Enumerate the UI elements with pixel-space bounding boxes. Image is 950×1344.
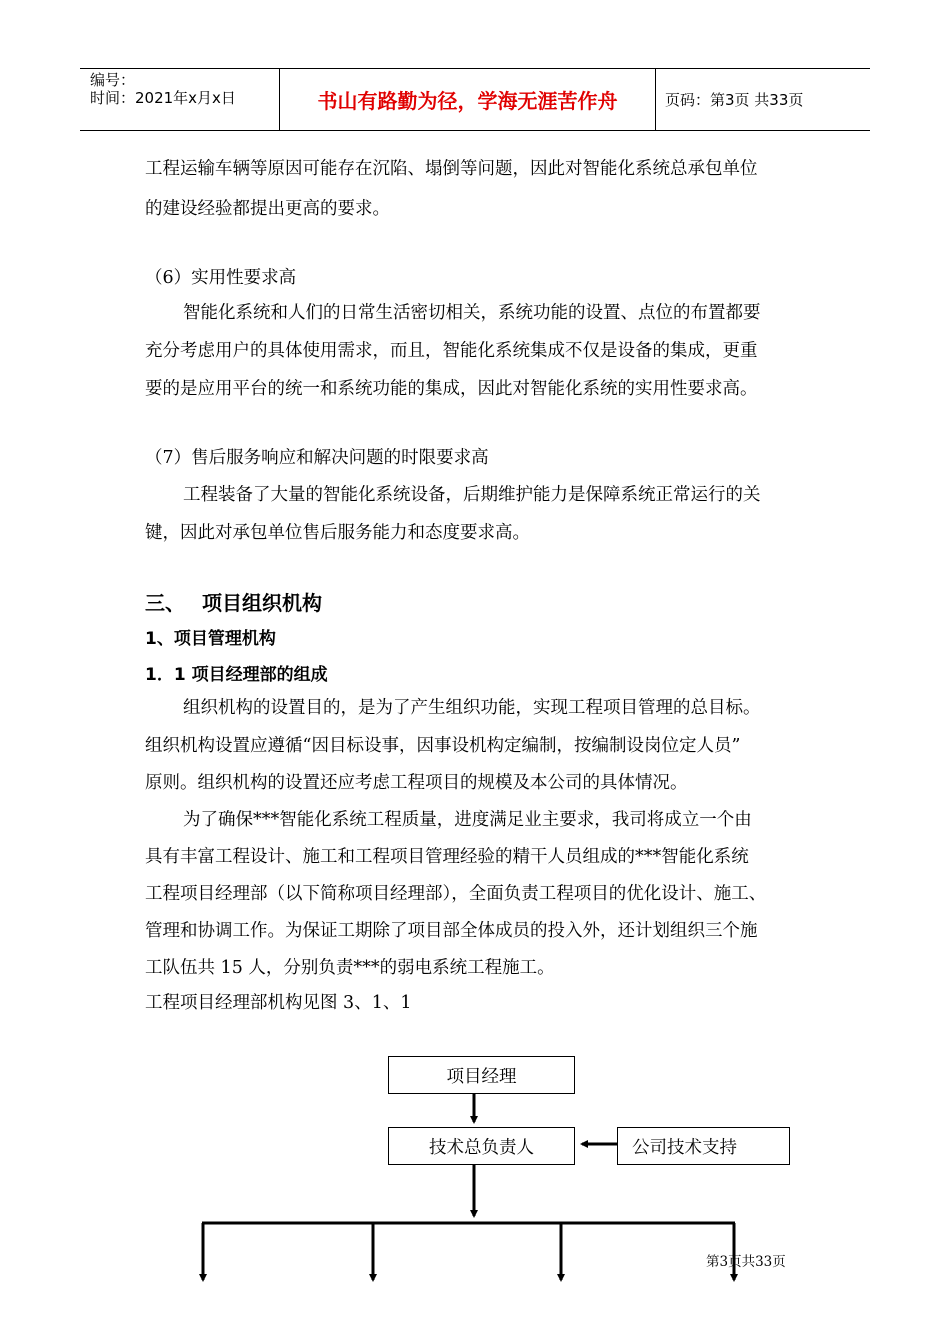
section-7-title: （7）售后服务响应和解决问题的时限要求高 (145, 448, 489, 468)
paragraph-line: 键，因此对承包单位售后服务能力和态度要求高。 (145, 523, 530, 543)
section-6-title: （6）实用性要求高 (145, 268, 297, 288)
paragraph-line: 智能化系统和人们的日常生活密切相关，系统功能的设置、点位的布置都要 (183, 303, 761, 323)
paragraph-line: 工队伍共 15 人，分别负责***的弱电系统工程施工。 (145, 958, 555, 978)
paragraph-line: 的建设经验都提出更高的要求。 (145, 199, 390, 219)
paragraph-line: 原则。组织机构的设置还应考虑工程项目的规模及本公司的具体情况。 (145, 773, 688, 793)
subsection-title: 1．1 项目经理部的组成 (145, 665, 328, 685)
org-box-project-manager: 项目经理 (388, 1056, 575, 1094)
paragraph-line: 充分考虑用户的具体使用需求，而且，智能化系统集成不仅是设备的集成，更重 (145, 341, 758, 361)
header-page-number: 页码：第3页 共33页 (665, 91, 804, 109)
paragraph-line: 管理和协调工作。为保证工期除了项目部全体成员的投入外，还计划组织三个施 (145, 921, 758, 941)
figure-reference: 工程项目经理部机构见图 3、1、1 (145, 993, 412, 1013)
subsection-title: 1、项目管理机构 (145, 629, 276, 649)
header-time: 时间：2021年x月x日 (90, 89, 236, 107)
paragraph-line: 组织机构设置应遵循“因目标设事，因事设机构定编制，按编制设岗位定人员” (145, 736, 741, 756)
footer-page-number: 第3页共33页 (706, 1254, 786, 1270)
header-number: 编号： (90, 71, 136, 89)
section-3-title: 项目组织机构 (202, 591, 322, 615)
paragraph-line: 工程装备了大量的智能化系统设备，后期维护能力是保障系统正常运行的关 (183, 485, 761, 505)
paragraph-line: 工程项目经理部（以下简称项目经理部），全面负责工程项目的优化设计、施工、 (145, 884, 767, 904)
paragraph-line: 为了确保***智能化系统工程质量，进度满足业主要求，我司将成立一个由 (183, 810, 752, 830)
header-motto: 书山有路勤为径，学海无涯苦作舟 (280, 69, 656, 130)
org-box-company-support: 公司技术支持 (617, 1127, 790, 1165)
section-3-number: 三、 (145, 591, 185, 615)
paragraph-line: 具有丰富工程设计、施工和工程项目管理经验的精干人员组成的***智能化系统 (145, 847, 749, 867)
paragraph-line: 工程运输车辆等原因可能存在沉陷、塌倒等问题，因此对智能化系统总承包单位 (145, 159, 758, 179)
org-box-technical-lead: 技术总负责人 (388, 1127, 575, 1165)
paragraph-line: 组织机构的设置目的，是为了产生组织功能，实现工程项目管理的总目标。 (183, 698, 761, 718)
paragraph-line: 要的是应用平台的统一和系统功能的集成，因此对智能化系统的实用性要求高。 (145, 379, 758, 399)
